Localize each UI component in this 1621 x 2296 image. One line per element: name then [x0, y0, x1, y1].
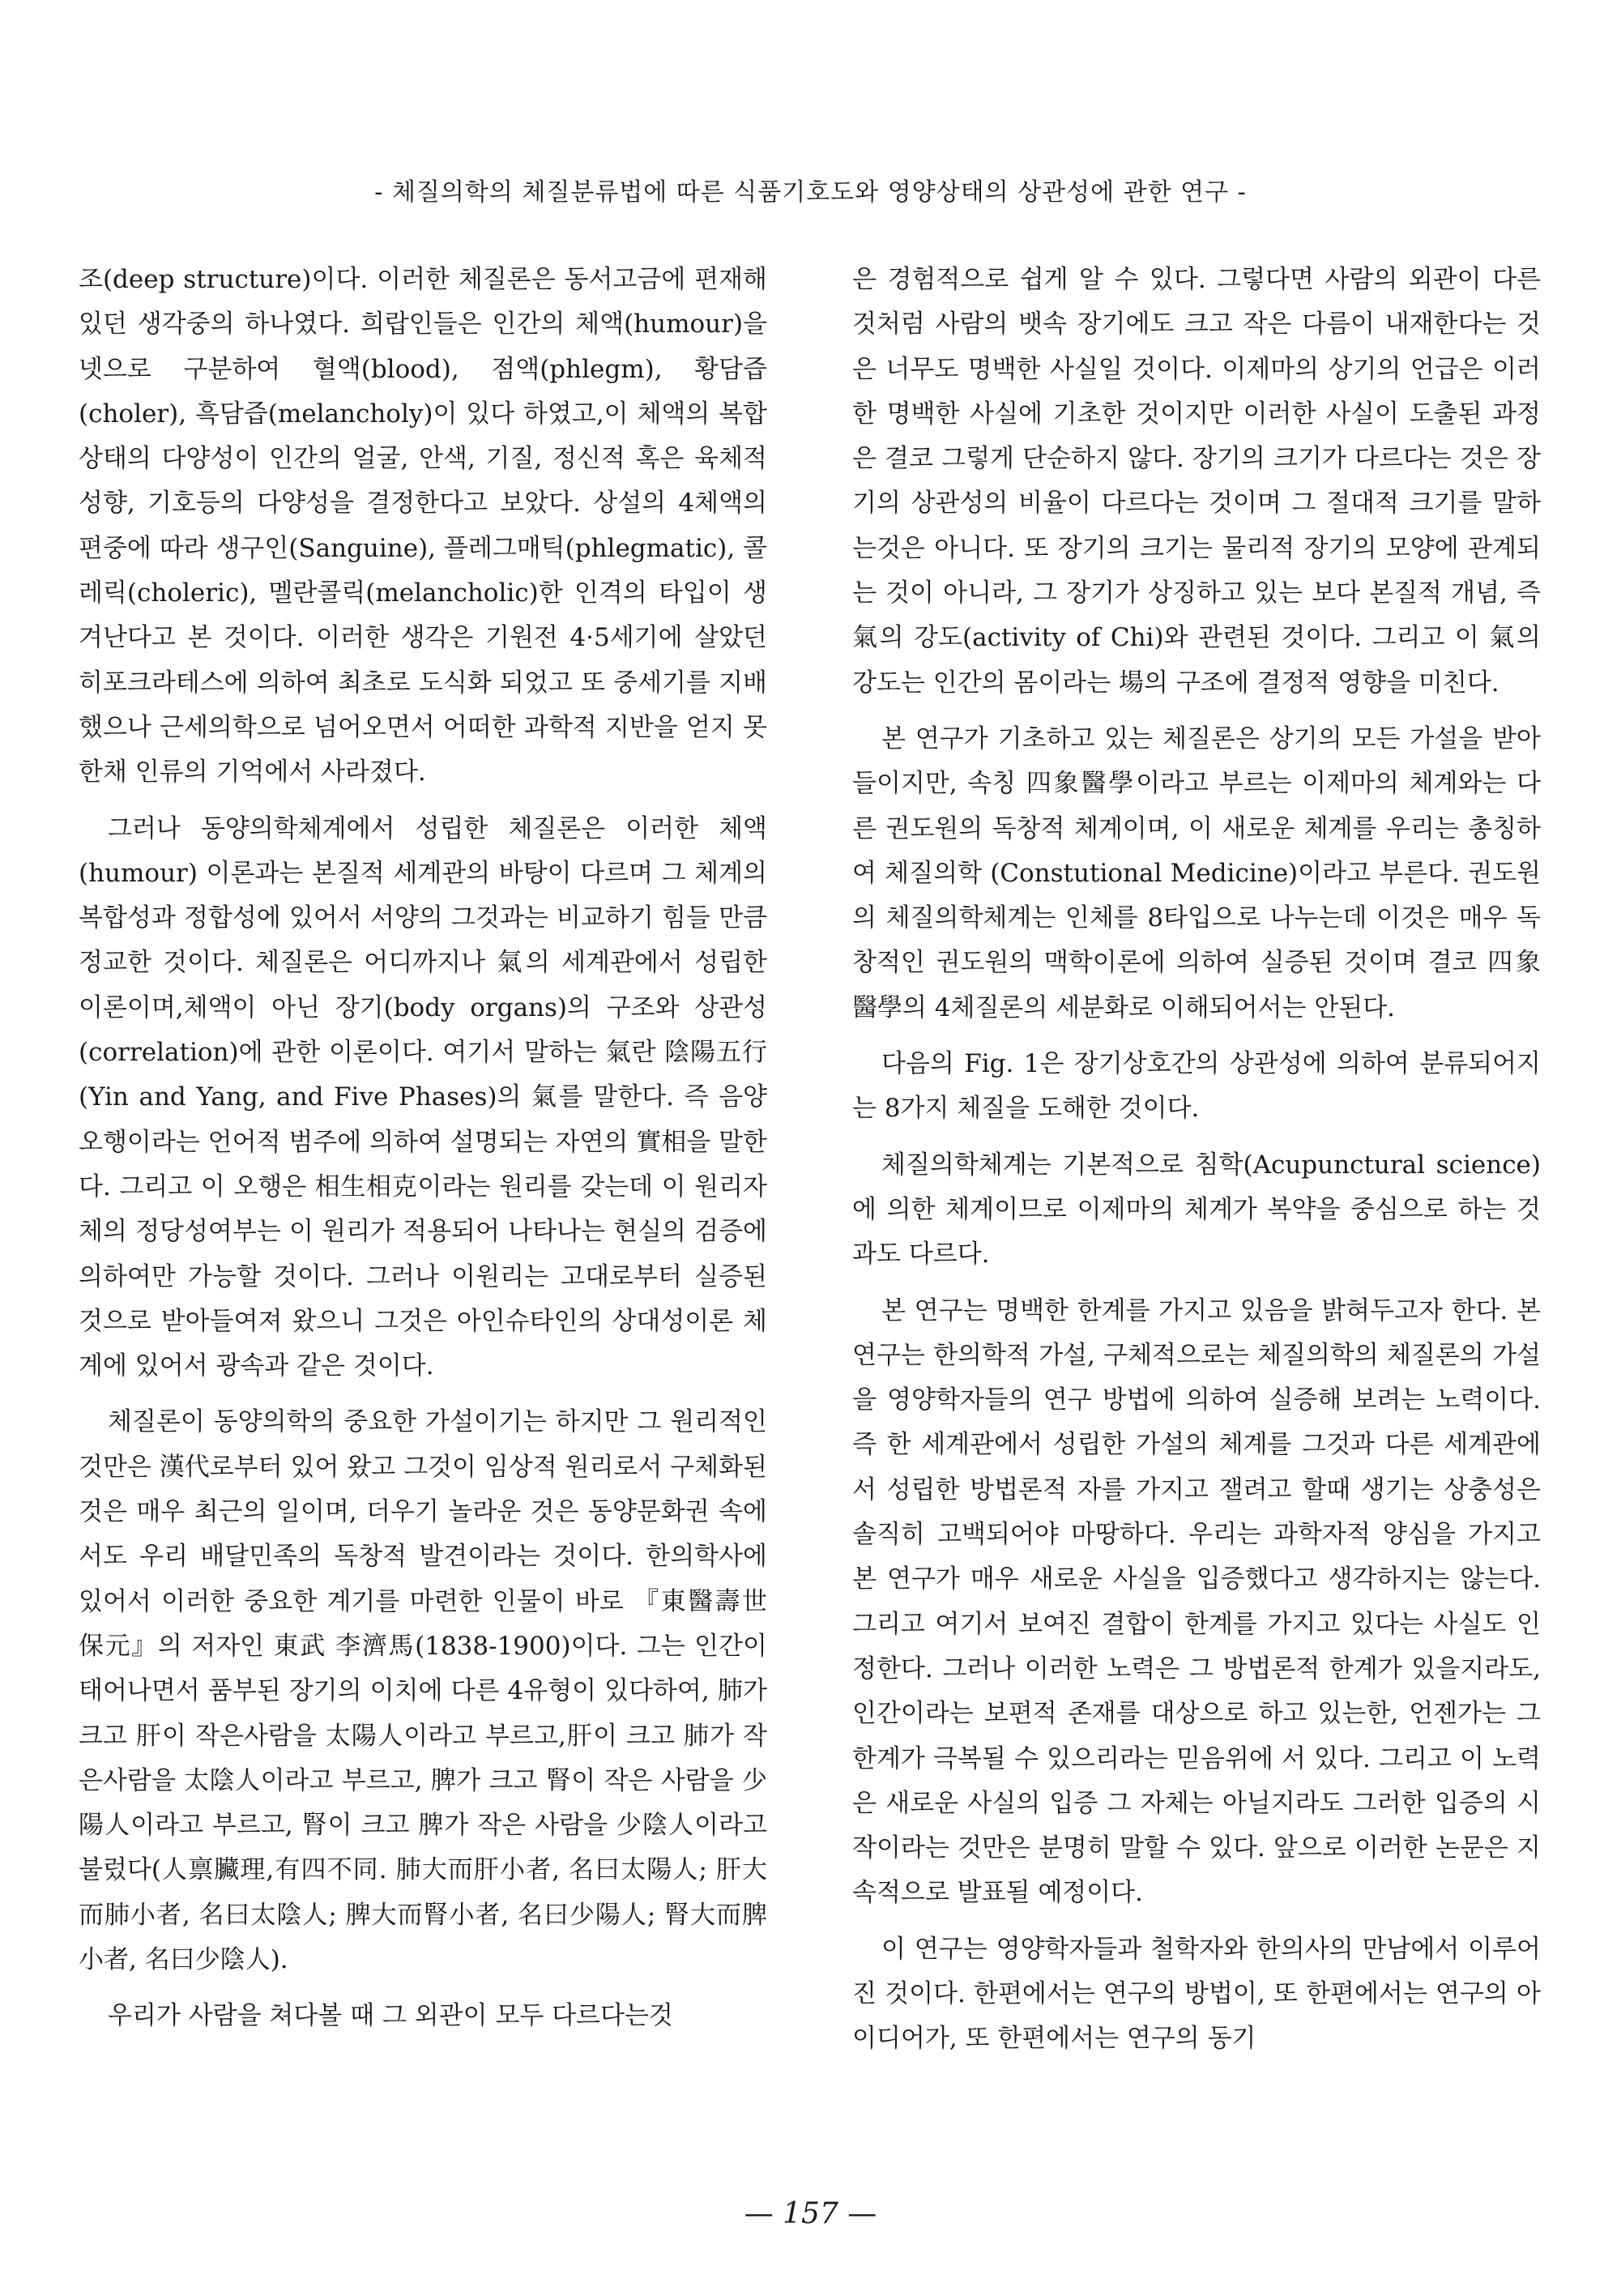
left-column [79, 258, 767, 2051]
body-paragraph: 본 연구가 기초하고 있는 체질론은 상기의 모든 가설을 받아들이지만, 속칭 四象醫學이라고 부르는 이제마의 체계와는 다른 권도원의 독창적 체계이며, 이 새로운 체계를 우리는 총칭하여 체질의학 (Constutional Medicine)이라고 부른다. 권도원의 체질의학체계는 인체를 8타입으로 나누는데 이것은 매우 독창적인 권도원의 맥학이론에 의하여 실증된 것이며 결코 四象醫學의 4체질론의 세분화로 이해되어서는 안된다. [852, 723, 1541, 1022]
body-paragraph: 체질론이 동양의학의 중요한 가설이기는 하지만 그 원리적인 것만은 漢代로부터 있어 왔고 그것이 임상적 원리로서 구체화된 것은 매우 최근의 일이며, 더우기 놀라운 것은 동양문화권 속에서도 우리 배달민족의 독창적 발견이라는 것이다. 한의학사에 있어서 이러한 중요한 계기를 마련한 인물이 바로 『東醫壽世保元』의 저자인 東武 李濟馬(1838-1900)이다. 그는 인간이 태어나면서 품부된 장기의 이치에 다른 4유형이 있다하여, 肺가 크고 肝이 작은사람을 太陽人이라고 부르고,肝이 크고 肺가 작은사람을 太陰人이라고 부르고, 脾가 크고 腎이 작은 사람을 少陽人이라고 부르고, 腎이 크고 脾가 작은 사람을 少陰人이라고 불렀다(人禀臟理,有四不同. 肺大而肝小者, 名曰太陽人; 肝大而肺小者, 名曰太陰人; 脾大而腎小者, 名曰少陽人; 腎大而脾小者, 名曰少陰人). [79, 1407, 767, 1974]
body-paragraph: 본 연구는 명백한 한계를 가지고 있음을 밝혀두고자 한다. 본 연구는 한의학적 가설, 구체적으로는 체질의학의 체질론의 가설을 영양학자들의 연구 방법에 의하여 실증해 보려는 노력이다. 즉 한 세계관에서 성립한 가설의 체계를 그것과 다른 세계관에서 성립한 방법론적 자를 가지고 잴려고 할때 생기는 상충성은 솔직히 고백되어야 마땅하다. 우리는 과학자적 양심을 가지고 본 연구가 매우 새로운 사실을 입증했다고 생각하지는 않는다. 그리고 여기서 보여진 결합이 한계를 가지고 있다는 사실도 인정한다. 그러나 이러한 노력은 그 방법론적 한계가 있을지라도, 인간이라는 보편적 존재를 대상으로 하고 있는한, 언젠가는 그 한계가 극복될 수 있으리라는 믿음위에 서 있다. 그리고 이 노력은 새로운 사실의 입증 그 자체는 아닐지라도 그러한 입증의 시작이라는 것만은 분명히 말할 수 있다. 앞으로 이러한 논문은 지속적으로 발표될 예정이다. [852, 1295, 1541, 1908]
body-paragraph: 체질의학체계는 기본적으로 침학(Acupunctural science)에 의한 체계이므로 이제마의 체계가 복약을 중심으로 하는 것과도 다르다. [852, 1150, 1541, 1270]
body-paragraph: 은 경험적으로 쉽게 알 수 있다. 그렇다면 사람의 외관이 다른 것처럼 사람의 뱃속 장기에도 크고 작은 다름이 내재한다는 것은 너무도 명백한 사실일 것이다. 이제마의 상기의 언급은 이러한 명백한 사실에 기초한 것이지만 이러한 사실이 도출된 과정은 결코 그렇게 단순하지 않다. 장기의 크기가 다르다는 것은 장기의 상관성의 비율이 다르다는 것이며 그 절대적 크기를 말하는것은 아니다. 또 장기의 크기는 물리적 장기의 모양에 관계되는 것이 아니라, 그 장기가 상징하고 있는 보다 본질적 개념, 즉 氣의 강도(activity of Chi)와 관련된 것이다. 그리고 이 氣의 강도는 인간의 몸이라는 場의 구조에 결정적 영향을 미친다. [852, 265, 1541, 698]
right-column [852, 258, 1541, 2073]
body-paragraph: 조(deep structure)이다. 이러한 체질론은 동서고금에 편재해 있던 생각중의 하나였다. 희랍인들은 인간의 체액(humour)을 넷으로 구분하여 혈액(blood), 점액(phlegm), 황담즙(choler), 흑담즙(melancholy)이 있다 하였고,이 체액의 복합상태의 다양성이 인간의 얼굴, 안색, 기질, 정신적 혹은 육체적 성향, 기호등의 다양성을 결정한다고 보았다. 상설의 4체액의 편중에 따라 생구인(Sanguine), 플레그매틱(phlegmatic), 콜레릭(choleric), 멜란콜릭(melancholic)한 인격의 타입이 생겨난다고 본 것이다. 이러한 생각은 기원전 4·5세기에 살았던 히포크라테스에 의하여 최초로 도식화 되었고 또 중세기를 지배했으나 근세의학으로 넘어오면서 어떠한 과학적 지반을 얻지 못한채 인류의 기억에서 사라졌다. [79, 265, 767, 787]
body-paragraph: 그러나 동양의학체계에서 성립한 체질론은 이러한 체액(humour) 이론과는 본질적 세계관의 바탕이 다르며 그 체계의 복합성과 정합성에 있어서 서양의 그것과는 비교하기 힘들 만큼 정교한 것이다. 체질론은 어디까지나 氣의 세계관에서 성립한 이론이며,체액이 아닌 장기(body organs)의 구조와 상관성(correlation)에 관한 이론이다. 여기서 말하는 氣란 陰陽五行(Yin and Yang, and Five Phases)의 氣를 말한다. 즉 음양오행이라는 언어적 범주에 의하여 설명되는 자연의 實相을 말한다. 그리고 이 오행은 相生相克이라는 원리를 갖는데 이 원리자체의 정당성여부는 이 원리가 적용되어 나타나는 현실의 검증에 의하여만 가능할 것이다. 그러나 이원리는 고대로부터 실증된 것으로 받아들여져 왔으니 그것은 아인슈타인의 상대성이론 체계에 있어서 광속과 같은 것이다. [79, 813, 767, 1381]
body-paragraph: 다음의 Fig. 1은 장기상호간의 상관성에 의하여 분류되어지는 8가지 체질을 도해한 것이다. [852, 1049, 1541, 1124]
page-number: — 157 — [744, 2197, 877, 2230]
body-paragraph: 우리가 사람을 쳐다볼 때 그 외관이 모두 다르다는것 [108, 2001, 673, 2031]
body-paragraph: 이 연구는 영양학자들과 철학자와 한의사의 만남에서 이루어진 것이다. 한편에서는 연구의 방법이, 또 한편에서는 연구의 아이디어가, 또 한편에서는 연구의 동기 [852, 1934, 1541, 2054]
running-header: - 체질의학의 체질분류법에 따른 식품기호도와 영양상태의 상관성에 관한 연구 - [374, 178, 1247, 207]
